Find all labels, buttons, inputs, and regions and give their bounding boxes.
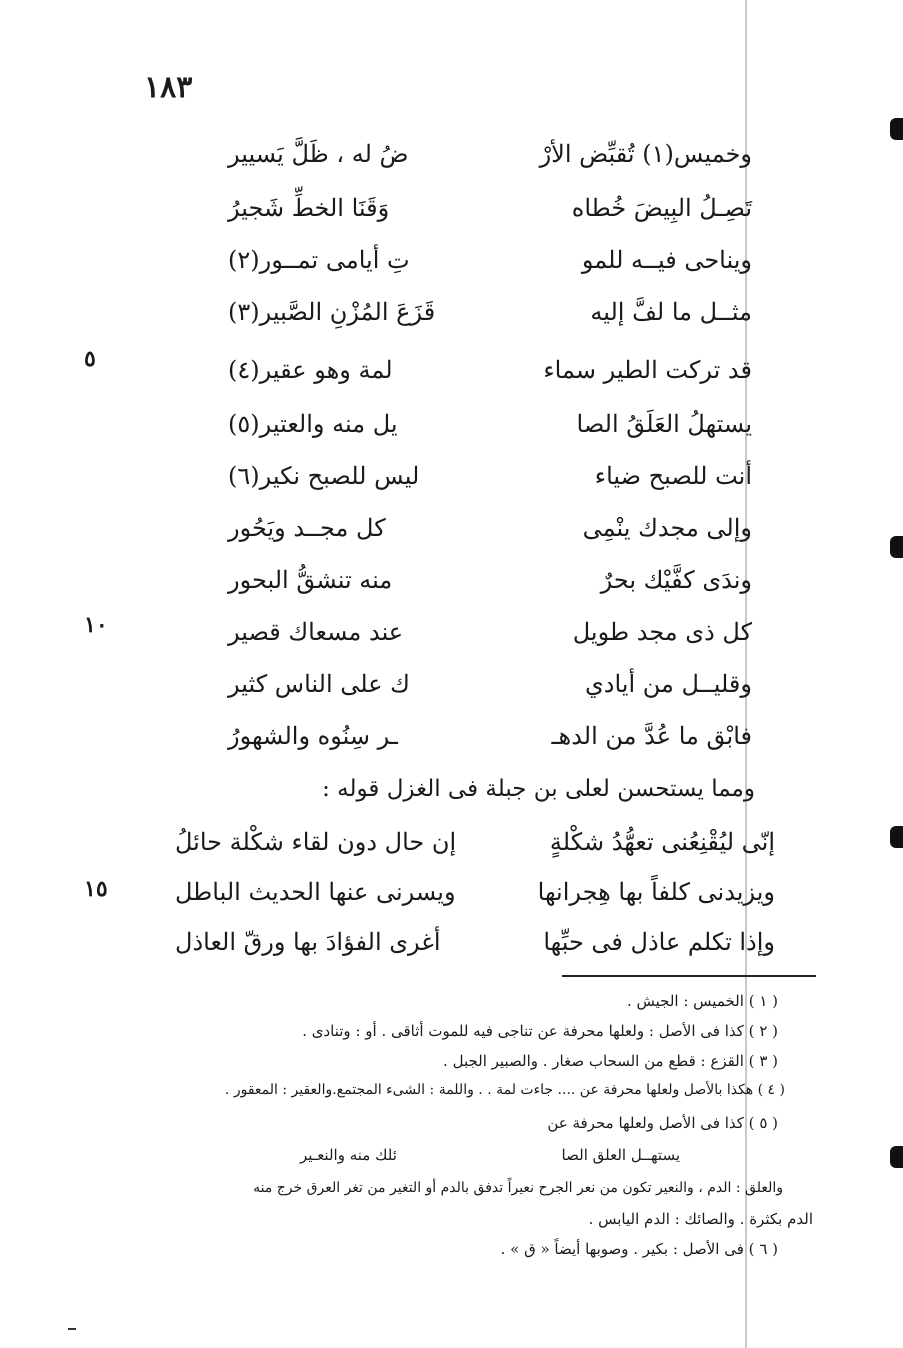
verse-first-hemistich: يستهــل العلق الصا xyxy=(561,1146,680,1164)
verse-second-hemistich: يل منه والعتير(٥) xyxy=(228,410,398,438)
verse-first-hemistich: ويناحى فيــه للمو xyxy=(581,246,752,274)
verse-first-hemistich: مثــل ما لفَّ إليه xyxy=(590,298,752,326)
footnote: ( ٢ ) كذا فى الأصل : ولعلها محرفة عن تناجى فيه للموت أثاقى . أو : وتنادى . xyxy=(302,1022,778,1040)
verse-first-hemistich: ويزيدنى كلفاً بها هِجرانها xyxy=(537,878,775,906)
verse-second-hemistich: قَزَعَ المُزْنِ الصَّبير(٣) xyxy=(228,298,436,326)
verse-first-hemistich: إنّى ليُقْنِعُنى تعهُّدُ شكْلةٍ xyxy=(549,828,775,856)
verse-line xyxy=(228,356,752,384)
verse-line xyxy=(228,566,752,594)
verse-second-hemistich: وَقَنَا الخطِّ شَجيرُ xyxy=(228,194,390,222)
verse-line xyxy=(228,514,752,542)
footnote: ( ٣ ) القزع : قطع من السحاب صغار . والصبير الجبل . xyxy=(443,1052,778,1070)
verse-second-hemistich: ئلك منه والنعـير xyxy=(300,1146,397,1164)
verse-first-hemistich: وإلى مجدك ينْمِى xyxy=(582,514,752,542)
footnote: الدم بكثرة . والصائك : الدم اليابس . xyxy=(588,1210,813,1228)
verse-first-hemistich: وإذا تكلم عاذل فى حبِّها xyxy=(543,928,775,956)
verse-line xyxy=(228,194,752,222)
verse-first-hemistich: فابْق ما عُدَّ من الدهـ xyxy=(551,722,752,750)
verse-second-hemistich: منه تنشقُّ البحور xyxy=(228,566,393,594)
verse-first-hemistich: كل ذى مجد طويل xyxy=(572,618,752,646)
verse-line xyxy=(228,298,752,326)
verse-second-hemistich: تِ أيامى تمــور(٢) xyxy=(228,246,410,274)
ghazal-verse xyxy=(175,828,775,856)
ghazal-verse xyxy=(175,878,775,906)
page-mark xyxy=(68,1328,76,1330)
edge-mark xyxy=(890,826,903,848)
edge-mark xyxy=(890,118,903,140)
footnote-verse xyxy=(300,1146,680,1164)
verse-line xyxy=(228,246,752,274)
verse-line xyxy=(228,722,752,750)
footnote: ( ٥ ) كذا فى الأصل ولعلها محرفة عن xyxy=(547,1114,778,1132)
verse-line xyxy=(228,618,752,646)
verse-second-hemistich: لمة وهو عقير(٤) xyxy=(228,356,393,384)
line-number: ٥ xyxy=(84,346,96,372)
prose-intro: ومما يستحسن لعلى بن جبلة فى الغزل قوله : xyxy=(322,776,755,802)
verse-line xyxy=(228,140,752,168)
page-number: ١٨٣ xyxy=(144,70,193,105)
footnote: ( ١ ) الخميس : الجيش . xyxy=(626,992,778,1010)
verse-first-hemistich: وقليــل من أيادي xyxy=(584,670,752,698)
edge-mark xyxy=(890,1146,903,1168)
verse-second-hemistich: عند مسعاك قصير xyxy=(228,618,404,646)
verse-second-hemistich: ويسرنى عنها الحديث الباطل xyxy=(175,878,456,906)
verse-second-hemistich: ضُ له ، ظَلَّ يَسيير xyxy=(228,140,409,168)
edge-mark xyxy=(890,536,903,558)
verse-line xyxy=(228,462,752,490)
verse-line xyxy=(228,670,752,698)
verse-first-hemistich: وندَى كفَّيْك بحرٌ xyxy=(600,566,752,594)
verse-first-hemistich: تَصِـلُ البِيضَ خُطاه xyxy=(571,194,752,222)
line-number: ١٠ xyxy=(84,612,108,638)
verse-first-hemistich: وخميس(١) تُقبِّض الأرْ xyxy=(539,140,752,168)
line-number: ١٥ xyxy=(84,876,108,902)
footnote: والعلق : الدم ، والنعير تكون من نعر الجرح نعيراً تدفق بالدم أو التغير من تغر العرق خرج منه xyxy=(253,1180,783,1196)
footnote: ( ٦ ) فى الأصل : بكير . وصوبها أيضاً « ق » . xyxy=(500,1240,778,1258)
verse-first-hemistich: قد تركت الطير سماء xyxy=(543,356,752,384)
verse-second-hemistich: أغرى الفؤادَ بها ورقّ العاذل xyxy=(175,928,441,956)
verse-first-hemistich: أنت للصبح ضياء xyxy=(594,462,752,490)
ghazal-verse xyxy=(175,928,775,956)
footnote: ( ٤ ) هكذا بالأصل ولعلها محرفة عن .... جاءت لمة . . واللمة : الشىء المجتمع.والعقير : المعقور . xyxy=(224,1082,785,1098)
verse-second-hemistich: إن حال دون لقاء شكْلة حائلُ xyxy=(175,828,457,856)
verse-second-hemistich: ـر سِنُوه والشهورُ xyxy=(228,722,398,750)
verse-second-hemistich: كل مجــد ويَحُور xyxy=(228,514,386,542)
footnote-rule xyxy=(562,975,816,977)
verse-second-hemistich: ك على الناس كثير xyxy=(228,670,410,698)
verse-first-hemistich: يستهلُ العَلَقُ الصا xyxy=(576,410,752,438)
verse-second-hemistich: ليس للصبح نكير(٦) xyxy=(228,462,420,490)
verse-line xyxy=(228,410,752,438)
